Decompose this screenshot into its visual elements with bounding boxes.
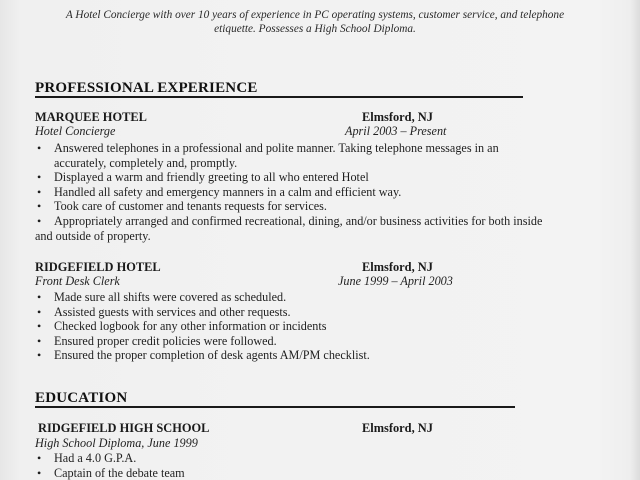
bullet-item: • Ensured proper credit policies were followed. bbox=[35, 334, 575, 349]
school-degree: High School Diploma, June 1999 bbox=[35, 436, 198, 450]
bullet-item: • Assisted guests with services and other requests. bbox=[35, 305, 575, 320]
job-dates: June 1999 – April 2003 bbox=[338, 274, 453, 288]
bullet-item: • Answered telephones in a professional and polite manner. Taking telephone messages in an accurately, completely and, promptly. bbox=[35, 141, 520, 170]
bullet-item: • Had a 4.0 G.P.A. bbox=[35, 451, 575, 466]
section-rule-education bbox=[35, 406, 515, 408]
section-rule-experience bbox=[35, 96, 523, 98]
job-title: Front Desk Clerk bbox=[35, 274, 120, 288]
bullet-item: • Made sure all shifts were covered as scheduled. bbox=[35, 290, 575, 305]
section-heading-experience: PROFESSIONAL EXPERIENCE bbox=[35, 80, 258, 96]
bullet-item: • Ensured the proper completion of desk agents AM/PM checklist. bbox=[35, 348, 575, 363]
section-heading-education: EDUCATION bbox=[35, 390, 128, 406]
bullet-item: • Appropriately arranged and confirmed recreational, dining, and/or business activities for both inside bbox=[35, 214, 575, 229]
bullet-continuation: and outside of property. bbox=[35, 228, 151, 243]
job-location: Elmsford, NJ bbox=[362, 260, 433, 274]
bullet-item: • Displayed a warm and friendly greeting to all who entered Hotel bbox=[35, 170, 575, 185]
job-dates: April 2003 – Present bbox=[345, 124, 447, 138]
bullet-item: • Took care of customer and tenants requests for services. bbox=[35, 199, 575, 214]
summary-line-2: etiquette. Possesses a High School Diploma. bbox=[214, 23, 416, 35]
school-bullets bbox=[35, 451, 575, 480]
job-location: Elmsford, NJ bbox=[362, 110, 433, 124]
bullet-item: • Checked logbook for any other information or incidents bbox=[35, 319, 575, 334]
job-organization: RIDGEFIELD HOTEL bbox=[35, 260, 161, 274]
bullet-item: • Captain of the debate team bbox=[35, 466, 575, 480]
summary-line-1: A Hotel Concierge with over 10 years of experience in PC operating systems, customer service, and telephone bbox=[65, 9, 565, 21]
school-institution: RIDGEFIELD HIGH SCHOOL bbox=[38, 421, 210, 435]
summary-statement bbox=[60, 8, 570, 36]
job-title: Hotel Concierge bbox=[35, 124, 116, 138]
bullet-item: • Handled all safety and emergency manners in a calm and efficient way. bbox=[35, 185, 575, 200]
job-bullets bbox=[35, 290, 575, 363]
job-organization: MARQUEE HOTEL bbox=[35, 110, 147, 124]
job-bullets bbox=[35, 141, 575, 243]
school-location: Elmsford, NJ bbox=[362, 421, 433, 435]
